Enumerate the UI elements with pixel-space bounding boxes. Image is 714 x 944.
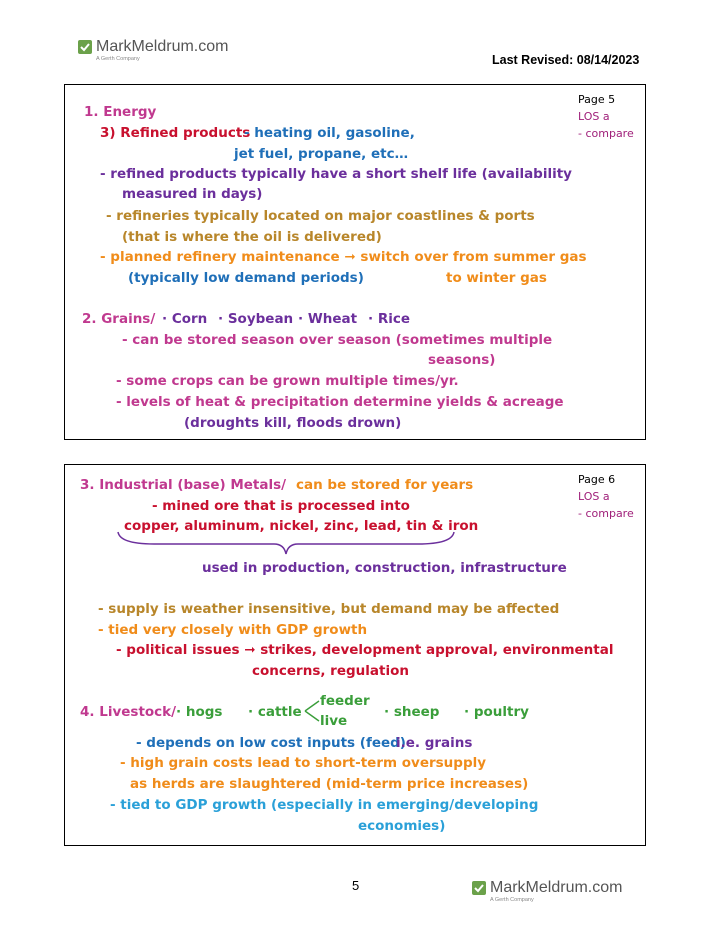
tied-emerging-2: economies) (358, 818, 446, 834)
checkmark-icon (78, 40, 92, 54)
maintenance-3: to winter gas (446, 270, 547, 286)
maintenance-2: (typically low demand periods) (128, 270, 364, 286)
mined-ore: - mined ore that is processed into (152, 498, 410, 514)
last-revised: Last Revised: 08/14/2023 (492, 53, 640, 67)
grain-rice: · Rice (368, 311, 411, 327)
compare-ref-2: - compare (578, 507, 634, 520)
depends-feed: - depends on low cost inputs (feed) (136, 735, 406, 751)
used-in: used in production, construction, infrastructure (202, 560, 567, 576)
metals-list: copper, aluminum, nickel, zinc, lead, tin & iron (124, 518, 479, 534)
heat-precip: - levels of heat & precipitation determine yields & acreage (116, 394, 564, 410)
refined-examples-1: - heating oil, gasoline, (244, 125, 415, 141)
livestock-hogs: · hogs (176, 704, 223, 720)
energy-title: 1. Energy (84, 104, 157, 120)
shelf-life-1: - refined products typically have a short shelf life (availability (100, 166, 572, 182)
footer-logo-subtitle: A Gerth Company (490, 897, 534, 903)
header-logo[interactable] (78, 38, 228, 62)
metals-stored: can be stored for years (296, 477, 474, 493)
cattle-live: live (320, 713, 348, 729)
refineries-1: - refineries typically located on major coastlines & ports (106, 208, 535, 224)
high-grain-1: - high grain costs lead to short-term oversupply (120, 755, 487, 771)
refined-label: 3) Refined products (100, 125, 251, 141)
tied-emerging-1: - tied to GDP growth (especially in emerging/developing (110, 797, 539, 813)
refined-examples-2: jet fuel, propane, etc… (234, 146, 409, 162)
logo-text: MarkMeldrum.com (96, 38, 229, 55)
tied-gdp: - tied very closely with GDP growth (98, 622, 368, 638)
political-1: - political issues ➞ strikes, development approval, environmental (116, 642, 614, 658)
metals-brace (114, 530, 458, 556)
stored-1: - can be stored season over season (sometimes multiple (122, 332, 553, 348)
footer-logo[interactable] (472, 879, 622, 903)
los-ref-2: LOS a (578, 490, 610, 503)
grains-title: 2. Grains/ (82, 311, 156, 327)
page-number: 5 (352, 878, 360, 893)
livestock-sheep: · sheep (384, 704, 440, 720)
high-grain-2: as herds are slaughtered (mid-term price increases) (130, 776, 529, 792)
livestock-cattle: · cattle (248, 704, 302, 720)
metals-title: 3. Industrial (base) Metals/ (80, 477, 287, 493)
livestock-title: 4. Livestock/ (80, 704, 177, 720)
ie-grains: i.e. grains (396, 735, 473, 751)
livestock-poultry: · poultry (464, 704, 529, 720)
grain-soybean: · Soybean (218, 311, 294, 327)
refineries-2: (that is where the oil is delivered) (122, 229, 382, 245)
checkmark-icon (472, 881, 486, 895)
stored-2: seasons) (428, 352, 496, 368)
los-ref-1: LOS a (578, 110, 610, 123)
cattle-branch (303, 698, 321, 724)
footer-logo-text: MarkMeldrum.com (490, 879, 623, 896)
maintenance-1: - planned refinery maintenance ➞ switch over from summer gas (100, 249, 587, 265)
grain-corn: · Corn (162, 311, 208, 327)
page-ref-1: Page 5 (578, 93, 616, 106)
compare-ref-1: - compare (578, 127, 634, 140)
political-2: concerns, regulation (252, 663, 409, 679)
supply: - supply is weather insensitive, but demand may be affected (98, 601, 560, 617)
grain-wheat: · Wheat (298, 311, 358, 327)
logo-subtitle: A Gerth Company (96, 56, 140, 62)
crops: - some crops can be grown multiple times/yr. (116, 373, 459, 389)
page-ref-2: Page 6 (578, 473, 616, 486)
shelf-life-2: measured in days) (122, 186, 263, 202)
droughts: (droughts kill, floods drown) (184, 415, 402, 431)
cattle-feeder: feeder (320, 693, 370, 709)
